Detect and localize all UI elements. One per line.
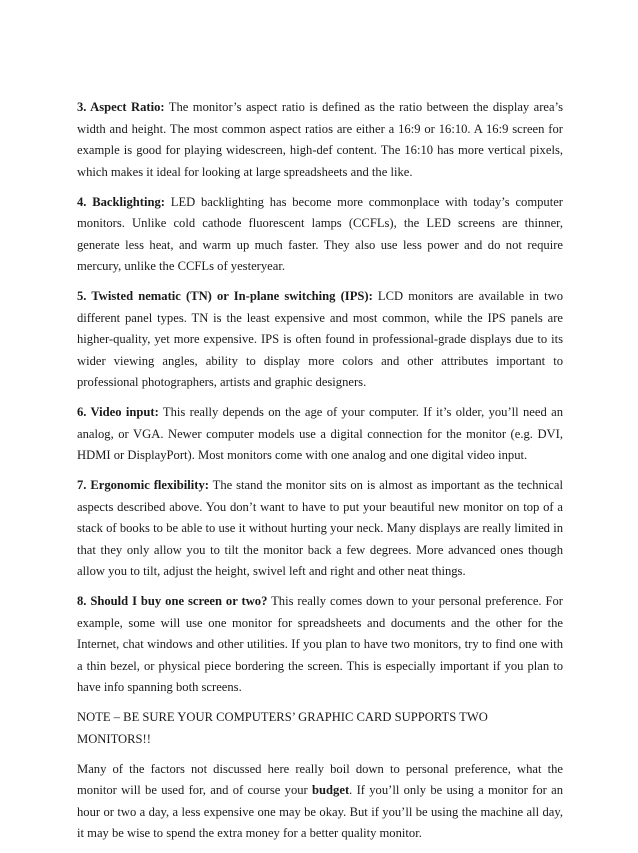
section-ergonomic-flexibility — [77, 475, 563, 583]
section-aspect-ratio — [77, 97, 563, 183]
closing-paragraph — [77, 759, 563, 845]
section-heading: 5. Twisted nematic (TN) or In-plane switching (IPS): — [77, 289, 373, 303]
section-heading: 7. Ergonomic flexibility: — [77, 478, 209, 492]
section-text: The stand the monitor sits on is almost as important as the technical aspects described above. You don’t want to have to put your beautiful new monitor on top of a stack of books to be able to use it without hurting your neck. Many displays are really limited in that they only allow you to tilt the monitor back a few degrees. More advanced ones though allow you to tilt, adjust the height, swivel left and right and other neat things. — [77, 478, 563, 578]
closing-text-end: . If you’ll only be using a monitor for an hour or two a day, a less expensive one may be okay. But if you’ll be using the machine all day, it may be wise to spend the extra money for a better quality monitor. — [77, 783, 563, 840]
section-one-or-two-screens — [77, 591, 563, 699]
graphics-card-note: NOTE – BE SURE YOUR COMPUTERS’ GRAPHIC CARD SUPPORTS TWO MONITORS!! — [77, 710, 488, 746]
section-text: LED backlighting has become more commonplace with today’s computer monitors. Unlike cold cathode fluorescent lamps (CCFLs), the LED screens are thinner, generate less heat, and warm up much faster. They also use less power and do not require mercury, unlike the CCFLs of yesteryear. — [77, 194, 563, 273]
section-heading: 4. Backlighting: — [77, 194, 165, 209]
section-backlighting — [77, 192, 563, 278]
section-heading: 6. Video input: — [77, 405, 159, 419]
section-text: LCD monitors are available in two different panel types. TN is the least expensive and most common, while the IPS panels are higher-quality, yet more expensive. IPS is often found in professional-grade displays due to its wider viewing angles, ability to display more colors and other attributes important to professional photographers, artists and graphic designers. — [77, 289, 563, 389]
section-video-input — [77, 402, 563, 467]
section-text: The monitor’s aspect ratio is defined as the ratio between the display area’s width and height. The most common aspect ratios are either a 16:9 or 16:10. A 16:9 screen for example is good for playing widescreen, high-def content. The 16:10 has more vertical pixels, which makes it ideal for looking at large spreadsheets and the like. — [77, 100, 563, 179]
section-panel-types — [77, 286, 563, 394]
section-heading: 3. Aspect Ratio: — [77, 100, 165, 114]
document-body — [77, 97, 563, 853]
section-heading: 8. Should I buy one screen or two? — [77, 594, 268, 608]
section-text: This really comes down to your personal preference. For example, some will use one monitor for spreadsheets and documents and the other for the Internet, chat windows and other utilities. If you plan to have two monitors, try to find one with a thin bezel, or physical piece bordering the screen. This is especially important if you plan to have info spanning both screens. — [77, 594, 563, 694]
closing-text-start: Many of the factors not discussed here really boil down to personal preference, what the monitor will be used for, and of course your — [77, 761, 563, 797]
closing-emphasis: budget — [312, 783, 350, 797]
section-text: This really depends on the age of your computer. If it’s older, you’ll need an analog, or VGA. Newer computer models use a digital connection for the monitor (e.g. DVI, HDMI or DisplayPort). Most monitors come with one analog and one digital video input. — [77, 405, 564, 462]
